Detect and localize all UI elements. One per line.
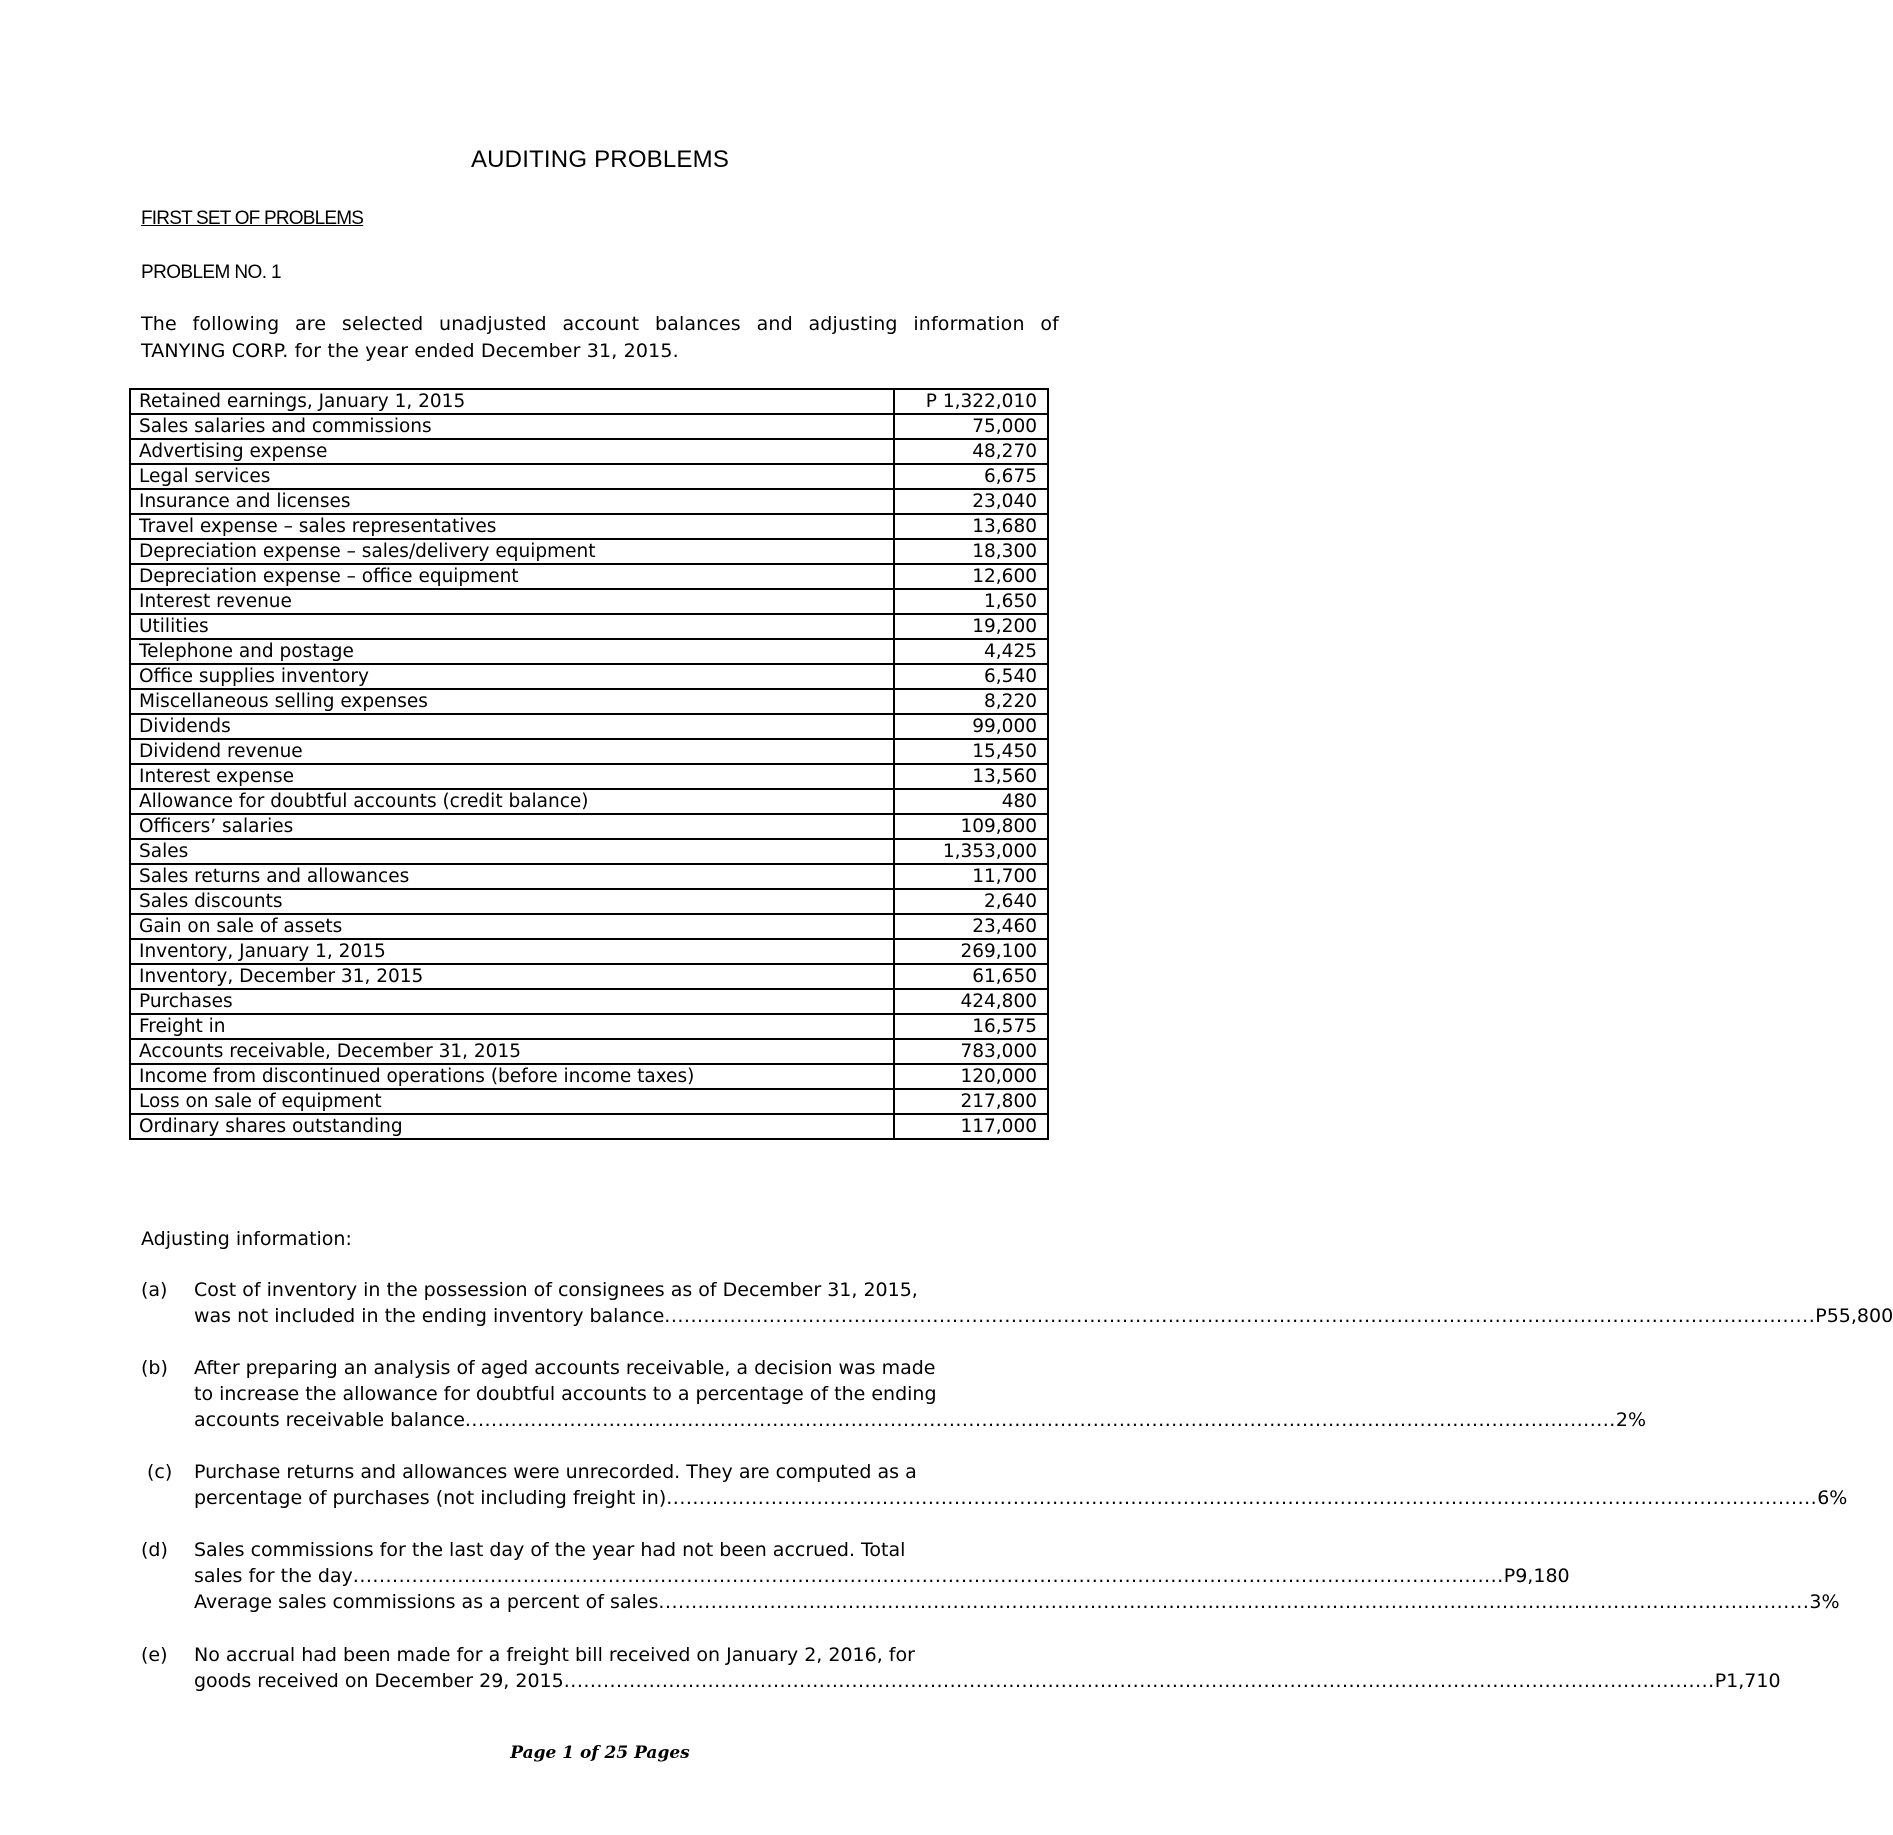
table-row: [130, 514, 1048, 539]
account-name-cell: Sales returns and allowances: [130, 864, 894, 889]
item-text: Cost of inventory in the possession of consignees as of December 31, 2015,: [194, 1279, 918, 1301]
amount-cell: 424,800: [894, 989, 1048, 1014]
item-letter: (a): [141, 1279, 168, 1301]
table-row: [130, 939, 1048, 964]
account-name-cell: Utilities: [130, 614, 894, 639]
table-row: [130, 814, 1048, 839]
table-row: [130, 864, 1048, 889]
intro-line-2: TANYING CORP. for the year ended December 31, 2015.: [141, 340, 679, 362]
amount-cell: 13,560: [894, 764, 1048, 789]
amount-cell: 117,000: [894, 1114, 1048, 1139]
table-row: [130, 539, 1048, 564]
account-name-cell: Sales salaries and commissions: [130, 414, 894, 439]
account-name-cell: Income from discontinued operations (before income taxes): [130, 1064, 894, 1089]
account-name-cell: Depreciation expense – office equipment: [130, 564, 894, 589]
table-row: [130, 689, 1048, 714]
dot-leader: ................................................................................................................................................................................: [464, 1409, 1616, 1431]
item-value: P55,800: [1815, 1305, 1893, 1327]
item-text: Sales commissions for the last day of the year had not been accrued. Total: [194, 1539, 906, 1561]
table-row: [130, 639, 1048, 664]
item-text: percentage of purchases (not including freight in): [194, 1487, 667, 1509]
table-row: [130, 664, 1048, 689]
account-balances-table: [129, 388, 1049, 1140]
amount-cell: 120,000: [894, 1064, 1048, 1089]
item-text: was not included in the ending inventory balance: [194, 1305, 665, 1327]
amount-cell: 61,650: [894, 964, 1048, 989]
amount-cell: 23,040: [894, 489, 1048, 514]
account-name-cell: Loss on sale of equipment: [130, 1089, 894, 1114]
amount-cell: 783,000: [894, 1039, 1048, 1064]
table-row: [130, 389, 1048, 414]
amount-cell: 109,800: [894, 814, 1048, 839]
account-name-cell: Office supplies inventory: [130, 664, 894, 689]
item-text: No accrual had been made for a freight bill received on January 2, 2016, for: [194, 1644, 915, 1666]
table-row: [130, 839, 1048, 864]
problem-heading: PROBLEM NO. 1: [141, 262, 282, 283]
item-letter: (c): [147, 1461, 173, 1483]
table-row: [130, 789, 1048, 814]
table-row: [130, 564, 1048, 589]
dot-leader: ................................................................................................................................................................................: [352, 1565, 1504, 1587]
table-row: [130, 1039, 1048, 1064]
item-value: P1,710: [1714, 1670, 1781, 1692]
table-row: [130, 964, 1048, 989]
account-name-cell: Legal services: [130, 464, 894, 489]
amount-cell: 2,640: [894, 889, 1048, 914]
item-text: Average sales commissions as a percent of sales: [194, 1591, 659, 1613]
account-name-cell: Allowance for doubtful accounts (credit balance): [130, 789, 894, 814]
amount-cell: 217,800: [894, 1089, 1048, 1114]
amount-cell: 13,680: [894, 514, 1048, 539]
intro-paragraph: [141, 311, 1059, 365]
account-name-cell: Travel expense – sales representatives: [130, 514, 894, 539]
item-letter: (d): [141, 1539, 168, 1561]
account-name-cell: Officers’ salaries: [130, 814, 894, 839]
table-row: [130, 914, 1048, 939]
account-name-cell: Inventory, December 31, 2015: [130, 964, 894, 989]
account-name-cell: Freight in: [130, 1014, 894, 1039]
item-value: 6%: [1817, 1487, 1848, 1509]
account-name-cell: Gain on sale of assets: [130, 914, 894, 939]
dot-leader: ................................................................................................................................................................................: [563, 1670, 1715, 1692]
dot-leader: ................................................................................................................................................................................: [664, 1305, 1816, 1327]
amount-cell: 269,100: [894, 939, 1048, 964]
amount-cell: 6,675: [894, 464, 1048, 489]
amount-cell: 11,700: [894, 864, 1048, 889]
account-name-cell: Interest revenue: [130, 589, 894, 614]
amount-cell: 16,575: [894, 1014, 1048, 1039]
item-letter: (b): [141, 1357, 168, 1379]
account-name-cell: Ordinary shares outstanding: [130, 1114, 894, 1139]
account-name-cell: Inventory, January 1, 2015: [130, 939, 894, 964]
account-name-cell: Retained earnings, January 1, 2015: [130, 389, 894, 414]
account-name-cell: Telephone and postage: [130, 639, 894, 664]
item-text: accounts receivable balance: [194, 1409, 465, 1431]
table-row: [130, 764, 1048, 789]
page-title: AUDITING PROBLEMS: [470, 146, 730, 173]
account-name-cell: Miscellaneous selling expenses: [130, 689, 894, 714]
amount-cell: 6,540: [894, 664, 1048, 689]
table-row: [130, 989, 1048, 1014]
account-name-cell: Dividends: [130, 714, 894, 739]
amount-cell: P 1,322,010: [894, 389, 1048, 414]
table-row: [130, 414, 1048, 439]
amount-cell: 12,600: [894, 564, 1048, 589]
dot-leader: ................................................................................................................................................................................: [658, 1591, 1810, 1613]
item-value: 2%: [1615, 1409, 1647, 1431]
amount-cell: 4,425: [894, 639, 1048, 664]
amount-cell: 99,000: [894, 714, 1048, 739]
account-name-cell: Sales: [130, 839, 894, 864]
table-row: [130, 889, 1048, 914]
account-name-cell: Sales discounts: [130, 889, 894, 914]
item-text: sales for the day: [194, 1565, 353, 1587]
account-name-cell: Accounts receivable, December 31, 2015: [130, 1039, 894, 1064]
table-row: [130, 439, 1048, 464]
amount-cell: 1,650: [894, 589, 1048, 614]
account-name-cell: Advertising expense: [130, 439, 894, 464]
amount-cell: 48,270: [894, 439, 1048, 464]
intro-line-1: The following are selected unadjusted account balances and adjusting information of: [141, 313, 1059, 335]
table-row: [130, 489, 1048, 514]
amount-cell: 15,450: [894, 739, 1048, 764]
account-name-cell: Purchases: [130, 989, 894, 1014]
amount-cell: 75,000: [894, 414, 1048, 439]
account-name-cell: Insurance and licenses: [130, 489, 894, 514]
item-value: 3%: [1809, 1591, 1840, 1613]
table-row: [130, 1089, 1048, 1114]
table-row: [130, 1064, 1048, 1089]
amount-cell: 1,353,000: [894, 839, 1048, 864]
item-text: goods received on December 29, 2015: [194, 1670, 564, 1692]
amount-cell: 18,300: [894, 539, 1048, 564]
amount-cell: 23,460: [894, 914, 1048, 939]
item-text: to increase the allowance for doubtful accounts to a percentage of the ending: [194, 1383, 937, 1405]
table-row: [130, 714, 1048, 739]
account-name-cell: Depreciation expense – sales/delivery equipment: [130, 539, 894, 564]
section-heading: FIRST SET OF PROBLEMS: [141, 208, 364, 229]
item-letter: (e): [141, 1644, 168, 1666]
table-row: [130, 464, 1048, 489]
page-footer: Page 1 of 25 Pages: [510, 1743, 690, 1763]
table-row: [130, 1014, 1048, 1039]
dot-leader: ................................................................................................................................................................................: [666, 1487, 1818, 1509]
amount-cell: 8,220: [894, 689, 1048, 714]
table-row: [130, 1114, 1048, 1139]
amount-cell: 480: [894, 789, 1048, 814]
item-text: After preparing an analysis of aged accounts receivable, a decision was made: [194, 1357, 936, 1379]
table-row: [130, 739, 1048, 764]
table-row: [130, 614, 1048, 639]
account-name-cell: Dividend revenue: [130, 739, 894, 764]
item-value: P9,180: [1503, 1565, 1570, 1587]
amount-cell: 19,200: [894, 614, 1048, 639]
account-name-cell: Interest expense: [130, 764, 894, 789]
item-text: Purchase returns and allowances were unrecorded. They are computed as a: [194, 1461, 917, 1483]
adjusting-heading: Adjusting information:: [141, 1228, 352, 1250]
table-row: [130, 589, 1048, 614]
